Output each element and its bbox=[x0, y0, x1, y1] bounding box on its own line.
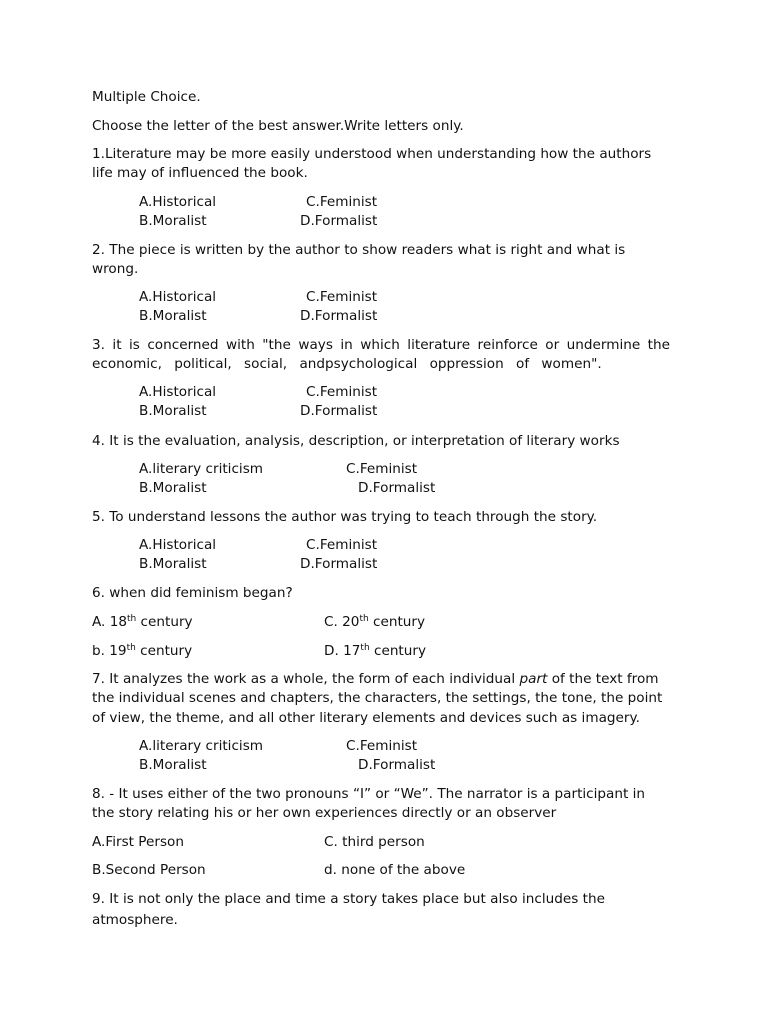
question-text: 6. when did feminism began? bbox=[92, 585, 293, 601]
choice-a: A.Historical bbox=[139, 537, 217, 553]
page-title: Multiple Choice. bbox=[92, 89, 201, 105]
question-text: 1.Literature may be more easily understood when understanding how the authors bbox=[92, 146, 652, 162]
choice-c: C.Feminist bbox=[346, 738, 418, 754]
choice-d: D.Formalist bbox=[300, 308, 378, 324]
question-text: of view, the theme, and all other literary elements and devices such as imagery. bbox=[92, 710, 640, 726]
choice-c: C.Feminist bbox=[306, 384, 378, 400]
choice-a: A.First Person bbox=[92, 834, 184, 850]
instructions: Choose the letter of the best answer.Write letters only. bbox=[92, 118, 464, 134]
choice-b: B.Moralist bbox=[139, 480, 207, 496]
question-text: 8. - It uses either of the two pronouns “I” or “We”. The narrator is a participant in bbox=[92, 786, 646, 802]
choice-b: B.Moralist bbox=[139, 213, 207, 229]
choice-b: B.Moralist bbox=[139, 403, 207, 419]
choice-d: D.Formalist bbox=[300, 403, 378, 419]
question-text: the individual scenes and chapters, the characters, the settings, the tone, the point bbox=[92, 690, 663, 706]
question-text: the story relating his or her own experiences directly or an observer bbox=[92, 805, 557, 821]
choice-b: B.Moralist bbox=[139, 757, 207, 773]
choice-c: C.Feminist bbox=[306, 194, 378, 210]
question-text: atmosphere. bbox=[92, 912, 178, 928]
choice-c: C.Feminist bbox=[306, 537, 378, 553]
question-text: life may of influenced the book. bbox=[92, 165, 308, 181]
choice-c: C.Feminist bbox=[306, 289, 378, 305]
choice-a: A.Historical bbox=[139, 384, 217, 400]
choice-a: A.literary criticism bbox=[139, 461, 264, 477]
question-text: economic, political, social, andpsychological oppression of women". bbox=[92, 356, 602, 372]
choice-c: C. 20th century bbox=[324, 614, 426, 630]
choice-d: d. none of the above bbox=[324, 862, 466, 878]
choice-d: D.Formalist bbox=[358, 480, 436, 496]
choice-c: C.Feminist bbox=[346, 461, 418, 477]
question-text: 5. To understand lessons the author was trying to teach through the story. bbox=[92, 509, 598, 525]
choice-d: D.Formalist bbox=[358, 757, 436, 773]
question-text: 9. It is not only the place and time a story takes place but also includes the bbox=[92, 891, 605, 907]
question-text: wrong. bbox=[92, 261, 139, 277]
question-text: 7. It analyzes the work as a whole, the form of each individual part of the text from bbox=[92, 671, 659, 687]
question-text: 3. it is concerned with "the ways in which literature reinforce or undermine the bbox=[92, 337, 670, 353]
choice-a: A.Historical bbox=[139, 194, 217, 210]
choice-c: C. third person bbox=[324, 834, 425, 850]
choice-b: B.Moralist bbox=[139, 308, 207, 324]
choice-b: B.Second Person bbox=[92, 862, 206, 878]
choice-d: D.Formalist bbox=[300, 556, 378, 572]
choice-a: A.literary criticism bbox=[139, 738, 264, 754]
choice-d: D. 17th century bbox=[324, 643, 427, 659]
choice-b: B.Moralist bbox=[139, 556, 207, 572]
choice-a: A.Historical bbox=[139, 289, 217, 305]
question-text: 4. It is the evaluation, analysis, description, or interpretation of literary works bbox=[92, 433, 620, 449]
choice-d: D.Formalist bbox=[300, 213, 378, 229]
choice-b: b. 19th century bbox=[92, 643, 193, 659]
choice-a: A. 18th century bbox=[92, 614, 193, 630]
question-text: 2. The piece is written by the author to show readers what is right and what is bbox=[92, 242, 626, 258]
